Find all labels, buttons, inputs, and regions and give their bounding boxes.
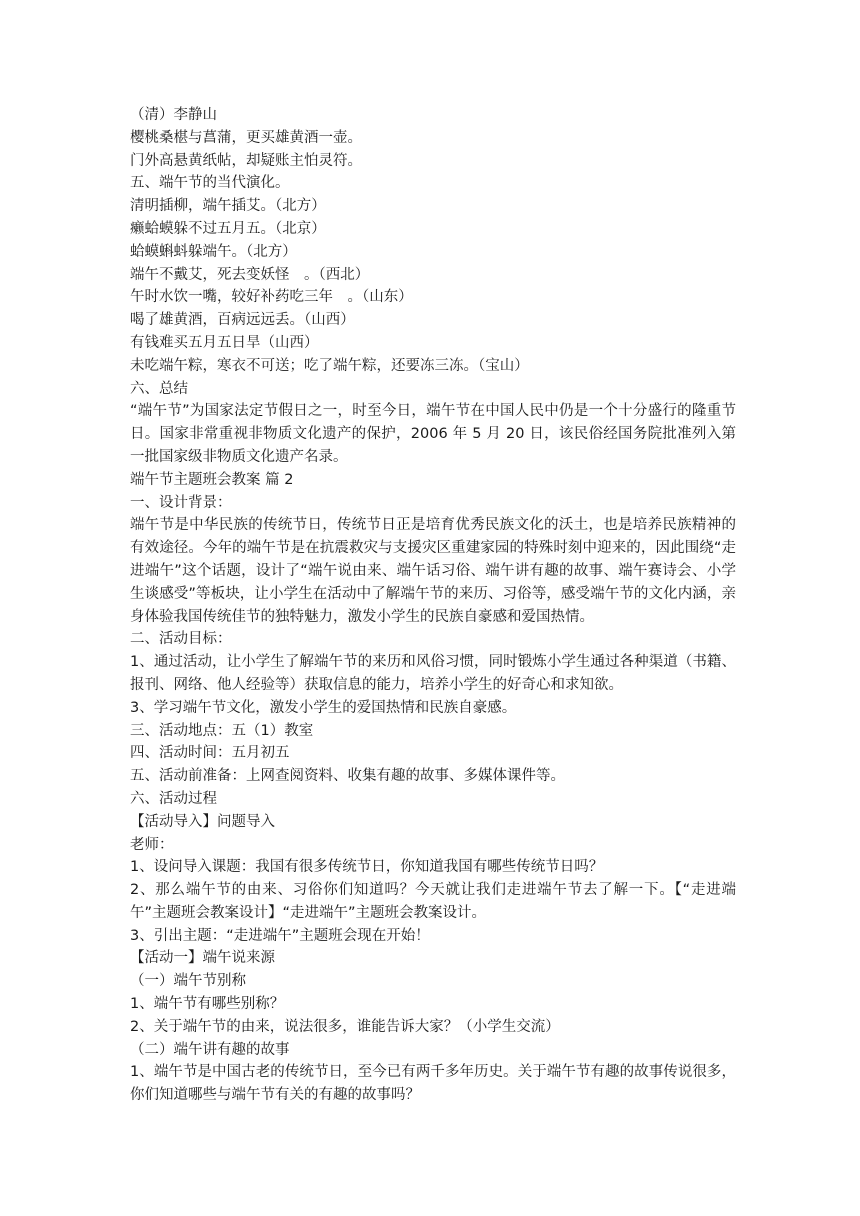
document-page	[130, 104, 736, 1107]
text-line: 1、端午节有哪些别称？	[130, 996, 285, 1013]
document-subtitle: 端午节主题班会教案 篇 2	[130, 471, 294, 488]
text-line: 3、引出主题：“走进端午”主题班会现在开始！	[130, 927, 430, 944]
text-line: （一）端午节别称	[130, 973, 246, 990]
text-line: 2、关于端午节的由来，说法很多，谁能告诉大家？（小学生交流）	[130, 1018, 560, 1035]
text-line: 老师：	[130, 836, 174, 853]
text-line: 午时水饮一嘴，较好补药吃三年 。（山东）	[130, 289, 413, 306]
text-line: 3、学习端午节文化，激发小学生的爱国热情和民族自豪感。	[130, 699, 517, 716]
paragraph-intro-2: 2、那么端午节的由来、习俗你们知道吗？今天就让我们走进端午节去了解一下。【“走进端午”主题班会教案设计】“走进端午”主题班会教案设计。	[130, 882, 736, 921]
section-heading: 六、总结	[130, 380, 188, 397]
paragraph-story-1: 1、端午节是中国古老的传统节日，至今已有两千多年历史。关于端午节有趣的故事传说很多，你们知道哪些与端午节有关的有趣的故事吗？	[130, 1064, 736, 1104]
text-line: 清明插柳，端午插艾。（北方）	[130, 198, 326, 215]
text-line: （二）端午讲有趣的故事	[130, 1041, 290, 1058]
paragraph-background: 端午节是中华民族的传统节日，传统节日正是培育优秀民族文化的沃土，也是培养民族精神的有效途径。今年的端午节是在抗震救灾与支援灾区重建家园的特殊时刻中迎来的，因此围绕“走进端午”这个话题，设计了“端午说由来、端午话习俗、端午讲有趣的故事、端午赛诗会、小学生谈感受”等板块，让小学生在活动中了解端午节的来历、习俗等，感受端午节的文化内涵，亲身体验我国传统佳节的独特魅力，激发小学生的民族自豪感和爱国热情。	[130, 517, 736, 625]
section-heading: 五、端午节的当代演化。	[130, 175, 290, 192]
text-line: 樱桃桑椹与菖蒲，更买雄黄酒一壶。	[130, 129, 362, 146]
section-heading: 一、设计背景：	[130, 494, 232, 511]
section-heading: 三、活动地点：五（1）教室	[130, 722, 314, 739]
text-line: 端午不戴艾，死去变妖怪 。（西北）	[130, 266, 370, 283]
text-line: （清）李静山	[130, 107, 217, 123]
text-line: 门外高悬黄纸帖，却疑账主怕灵符。	[130, 152, 362, 169]
section-heading: 四、活动时间：五月初五	[130, 745, 290, 762]
text-line: 癞蛤蟆躲不过五月五。（北京）	[130, 220, 326, 237]
text-line: 有钱难买五月五日旱（山西）	[130, 334, 319, 351]
paragraph-goal-1: 1、通过活动，让小学生了解端午节的来历和风俗习惯，同时锻炼小学生通过各种渠道（书籍、报刊、网络、他人经验等）获取信息的能力，培养小学生的好奇心和求知欲。	[130, 654, 736, 693]
section-heading: 五、活动前准备：上网查阅资料、收集有趣的故事、多媒体课件等。	[130, 768, 565, 785]
section-heading: 二、活动目标：	[130, 631, 232, 648]
section-heading: 六、活动过程	[130, 790, 217, 807]
text-line: 【活动导入】问题导入	[130, 813, 275, 830]
text-line: 【活动一】端午说来源	[130, 950, 275, 967]
text-line: 喝了雄黄酒，百病远远丢。（山西）	[130, 312, 355, 329]
text-line: 未吃端午粽，寒衣不可送；吃了端午粽，还要冻三冻。（宝山）	[130, 357, 529, 374]
paragraph-summary: “端午节”为国家法定节假日之一，时至今日，端午节在中国人民中仍是一个十分盛行的隆重节日。国家非常重视非物质文化遗产的保护，2006 年 5 月 20 日，该民俗经国务院批准列入第一批国家级非物质文化遗产名录。	[130, 403, 736, 465]
text-line: 1、设问导入课题：我国有很多传统节日，你知道我国有哪些传统节日吗？	[130, 859, 604, 876]
text-line: 蛤蟆蝌蚪躲端午。（北方）	[130, 243, 297, 260]
